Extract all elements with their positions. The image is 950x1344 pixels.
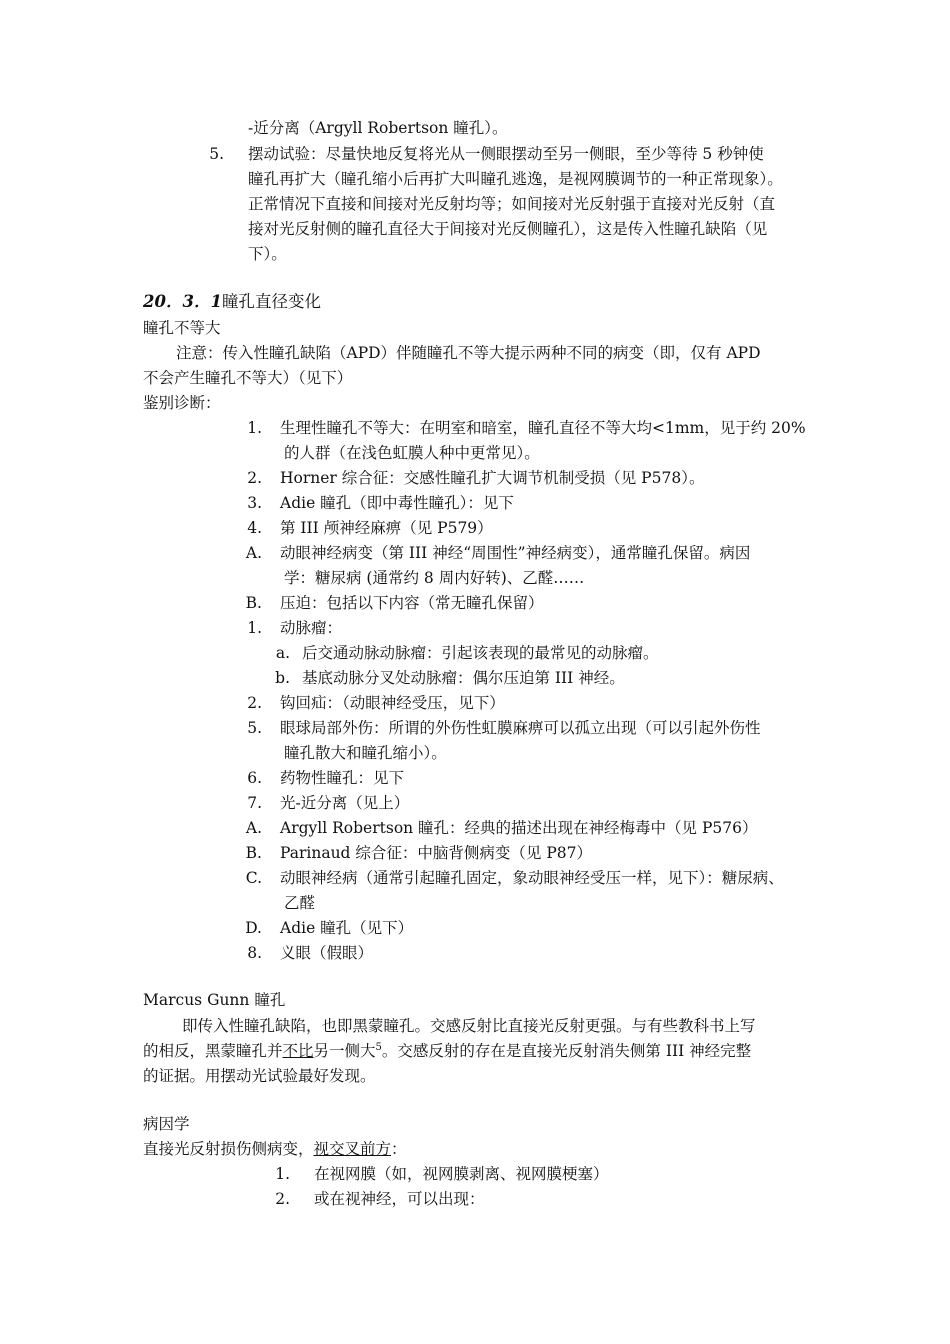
underlined-text: 不比 <box>282 1042 314 1060</box>
list-number: 1. <box>247 619 262 637</box>
etiology-line: 直接光反射损伤侧病变，视交叉前方： <box>143 1140 407 1158</box>
list-item-line: Adie 瞳孔（见下） <box>280 919 414 937</box>
list-number: 1. <box>275 1165 290 1183</box>
list-item-line: Horner 综合征：交感性瞳孔扩大调节机制受损（见 P578）。 <box>280 469 705 487</box>
text-line: 正常情况下直接和间接对光反射均等；如间接对光反射强于直接对光反射（直 <box>248 195 776 213</box>
list-number: 8. <box>247 944 262 962</box>
list-number: A. <box>245 819 262 837</box>
list-item-line: Parinaud 综合征：中脑背侧病变（见 P87） <box>280 844 592 862</box>
text-line: 下）。 <box>248 245 287 263</box>
list-item-line: 的人群（在浅色虹膜人种中更常见）。 <box>284 444 540 462</box>
list-number: A. <box>245 544 262 562</box>
diff-label: 鉴别诊断： <box>143 394 221 412</box>
list-item-line: Argyll Robertson 瞳孔：经典的描述出现在神经梅毒中（见 P576） <box>280 819 758 837</box>
list-item: 在视网膜（如，视网膜剥离、视网膜梗塞） <box>314 1165 609 1183</box>
list-number: 2. <box>247 694 262 712</box>
list-item-line: 义眼（假眼） <box>280 944 374 962</box>
list-item-line: 第 III 颅神经麻痹（见 P579） <box>280 519 493 537</box>
list-number: 3. <box>247 494 262 512</box>
list-item-line: 基底动脉分叉处动脉瘤：偶尔压迫第 III 神经。 <box>302 669 625 687</box>
section-heading <box>143 290 321 314</box>
list-number: B. <box>245 844 262 862</box>
list-item-line: 后交通动脉动脉瘤：引起该表现的最常见的动脉瘤。 <box>302 644 659 662</box>
text-line: 摆动试验：尽量快地反复将光从一侧眼摆动至另一侧眼，至少等待 5 秒钟使 <box>248 145 764 163</box>
list-item-line: 药物性瞳孔：见下 <box>280 769 405 787</box>
list-item-line: 动眼神经病（通常引起瞳孔固定，象动眼神经受压一样，见下）：糖尿病、 <box>280 869 784 887</box>
underlined-text: 视交叉前方 <box>313 1140 392 1158</box>
note-line: 不会产生瞳孔不等大）（见下） <box>143 369 353 387</box>
list-number: C. <box>245 869 262 887</box>
paragraph-line: 的相反，黑蒙瞳孔并不比另一侧大$^5$。交感反射的存在是直接光反射消失侧第 III 神经完整 <box>143 1041 752 1060</box>
list-item-line: 压迫：包括以下内容（常无瞳孔保留） <box>280 594 544 612</box>
list-number: D. <box>245 919 262 937</box>
paragraph-line: 即传入性瞳孔缺陷，也即黑蒙瞳孔。交感反射比直接光反射更强。与有些教科书上写 <box>182 1017 756 1035</box>
text-line: 接对光反射侧的瞳孔直径大于间接对光反侧瞳孔），这是传入性瞳孔缺陷（见 <box>248 220 768 238</box>
paragraph-line: 的证据。用摆动光试验最好发现。 <box>143 1067 376 1085</box>
list-item: 或在视神经，可以出现： <box>314 1190 485 1208</box>
list-number: b. <box>275 669 290 687</box>
marcus-gunn-title: Marcus Gunn 瞳孔 <box>143 991 286 1009</box>
footnote-ref: 5 <box>375 1041 382 1053</box>
list-number: B. <box>245 594 262 612</box>
list-item-line: 钩回疝：（动眼神经受压，见下） <box>280 694 505 712</box>
list-item-line: 乙醛 <box>284 894 316 912</box>
list-number: 2. <box>247 469 262 487</box>
list-number: 7. <box>247 794 262 812</box>
note-line: 注意：传入性瞳孔缺陷（APD）伴随瞳孔不等大提示两种不同的病变（即，仅有 APD <box>176 344 761 362</box>
list-number: 5. <box>209 145 224 163</box>
list-number: 6. <box>247 769 262 787</box>
list-item-line: 瞳孔散大和瞳孔缩小）。 <box>284 744 447 762</box>
list-item-line: 眼球局部外伤：所谓的外伤性虹膜麻痹可以孤立出现（可以引起外伤性 <box>280 719 761 737</box>
list-item-line: 生理性瞳孔不等大：在明室和暗室，瞳孔直径不等大均<1mm，见于约 20% <box>280 419 806 437</box>
list-item-line: 光-近分离（见上） <box>280 794 410 812</box>
section-title: 瞳孔直径变化 <box>221 292 321 311</box>
list-item-line: Adie 瞳孔（即中毒性瞳孔）：见下 <box>280 494 514 512</box>
list-number: 1. <box>247 419 262 437</box>
list-item-line: 学：糖尿病 (通常约 8 周内好转)、乙醛…… <box>284 569 585 587</box>
subsection-title: 瞳孔不等大 <box>143 319 221 337</box>
list-number: 2. <box>275 1190 290 1208</box>
list-number: 4. <box>247 519 262 537</box>
section-number: 20．3．1 <box>143 292 222 311</box>
list-item-line: 动眼神经病变（第 III 神经“周围性”神经病变），通常瞳孔保留。病因 <box>280 544 751 562</box>
text-line: 瞳孔再扩大（瞳孔缩小后再扩大叫瞳孔逃逸，是视网膜调节的一种正常现象）。 <box>248 170 783 188</box>
text-line: -近分离（Argyll Robertson 瞳孔）。 <box>248 119 508 137</box>
list-number: a. <box>275 644 290 662</box>
etiology-title: 病因学 <box>143 1115 190 1133</box>
list-item-line: 动脉瘤： <box>280 619 343 637</box>
list-number: 5. <box>247 719 262 737</box>
